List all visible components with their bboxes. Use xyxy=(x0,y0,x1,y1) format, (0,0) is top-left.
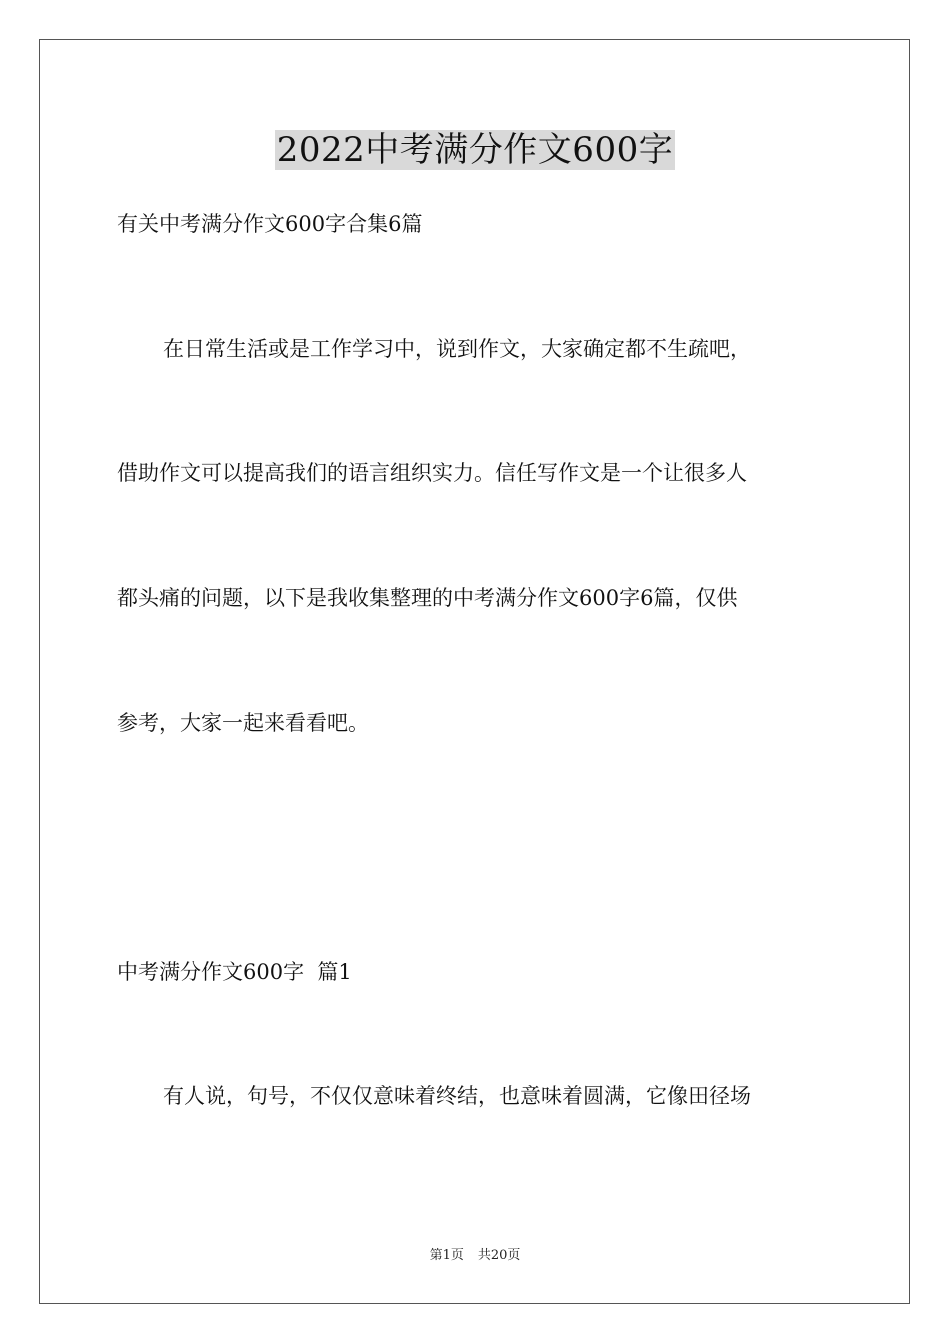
intro-line-3: 都头痛的问题，以下是我收集整理的中考满分作文600字6篇，仅供 xyxy=(117,586,738,610)
intro-line-2: 借助作文可以提高我们的语言组织实力。信任写作文是一个让很多人 xyxy=(117,461,747,485)
page-number: 第1页 xyxy=(429,1248,464,1263)
intro-line-1: 在日常生活或是工作学习中，说到作文，大家确定都不生疏吧， xyxy=(163,337,751,361)
intro-line-4: 参考，大家一起来看看吧。 xyxy=(117,711,369,735)
page-footer xyxy=(0,1247,950,1265)
section-heading: 中考满分作文600字 篇1 xyxy=(117,960,352,984)
section-first-line: 有人说，句号，不仅仅意味着终结，也意味着圆满，它像田径场 xyxy=(163,1084,751,1108)
page-total: 共20页 xyxy=(477,1248,521,1263)
document-title xyxy=(0,128,950,172)
document-title-text: 2022中考满分作文600字 xyxy=(276,130,674,170)
document-subtitle: 有关中考满分作文600字合集6篇 xyxy=(117,212,423,236)
